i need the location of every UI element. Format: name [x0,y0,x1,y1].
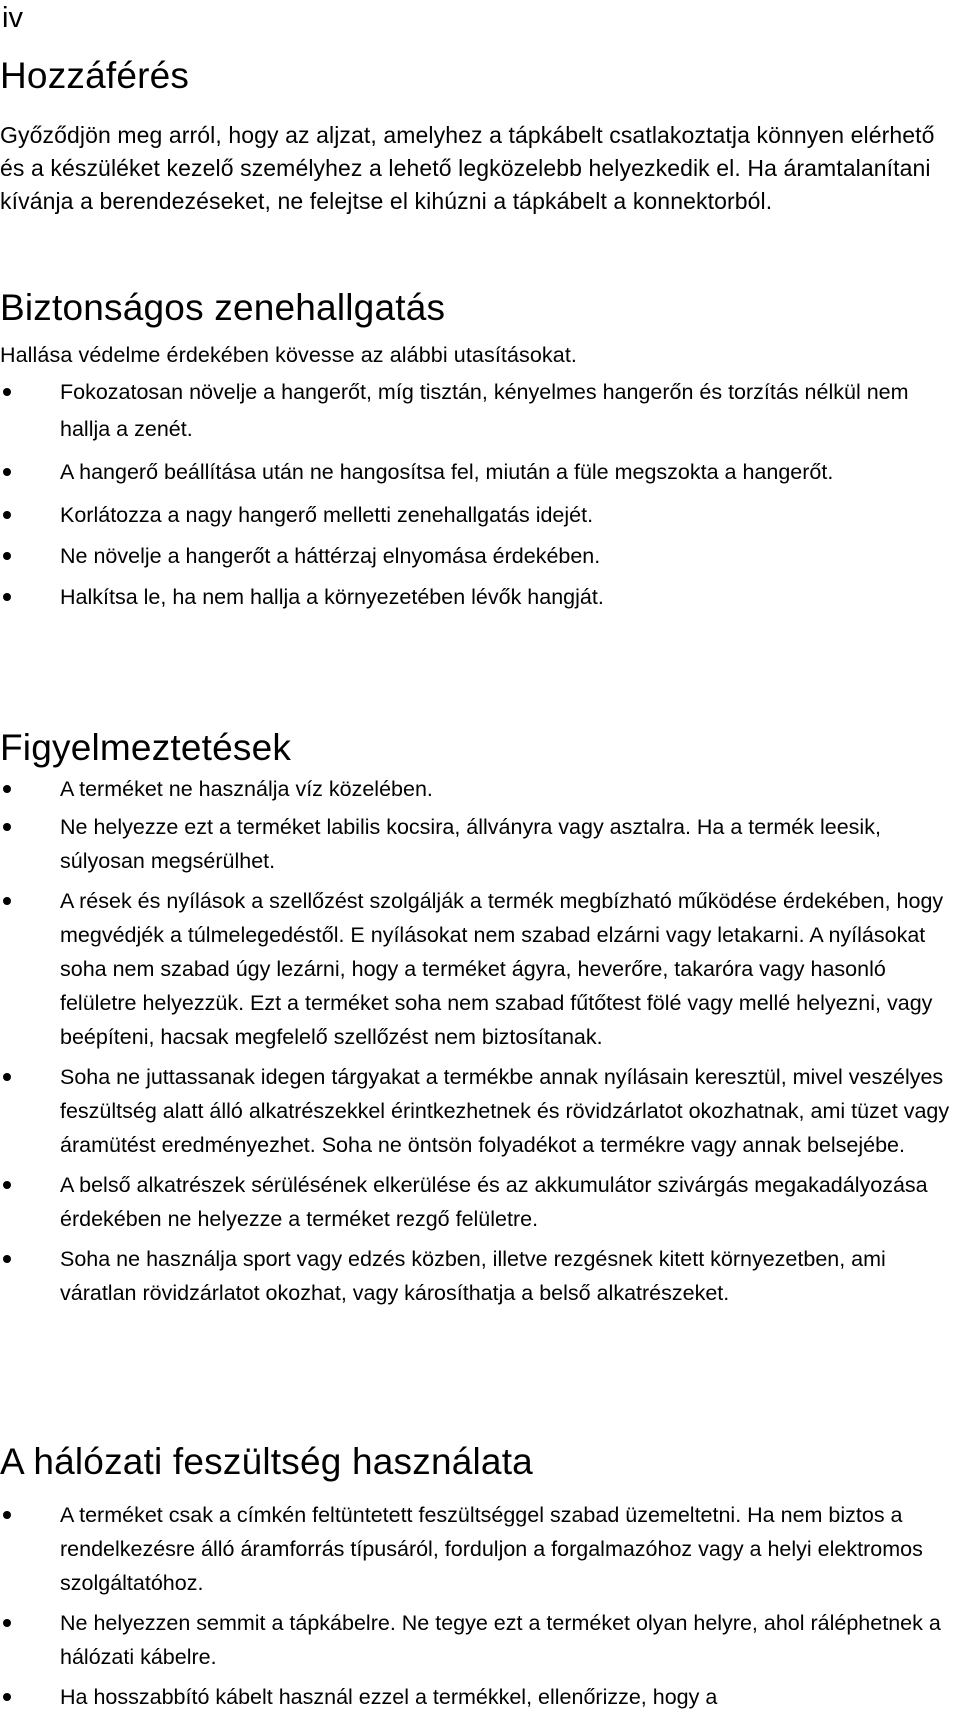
list-item-text: Ha hosszabbító kábelt használ ezzel a termékkel, ellenőrizze, hogy a [60,1685,718,1709]
bullet-icon [3,1255,11,1263]
bullet-icon [3,1693,11,1701]
bullet-icon [3,511,11,519]
list-item-text: Korlátozza a nagy hangerő melletti zenehallgatás idejét. [60,503,594,527]
list-item-text: A hangerő beállítása után ne hangosítsa fel, miután a füle megszokta a hangerőt. [60,460,834,484]
bullet-icon [3,897,11,905]
bullet-icon [3,1619,11,1627]
list-item-text: Ne helyezze ezt a terméket labilis kocsira, állványra vagy asztalra. Ha a termék leesik, súlyosan megsérülhet. [60,815,881,873]
bullet-list [0,374,950,616]
list-item-text: Halkítsa le, ha nem hallja a környezetében lévők hangját. [60,585,604,609]
list-item [0,538,950,575]
list-item [0,579,950,616]
bullet-icon [3,388,11,396]
section-heading: Figyelmeztetések [0,727,292,768]
list-item-text: A belső alkatrészek sérülésének elkerülése és az akkumulátor szivárgás megakadályozása érdekében ne helyezze a terméket rezgő felületre. [60,1173,928,1231]
list-item [0,1606,950,1674]
list-item [0,1680,950,1714]
list-item [0,374,950,448]
bullet-icon [3,1511,11,1519]
bullet-icon [3,1073,11,1081]
list-item [0,1168,950,1236]
list-item [0,884,950,1054]
section-safe-listening [0,286,950,616]
section-paragraph: Győződjön meg arról, hogy az aljzat, amelyhez a tápkábelt csatlakoztatja könnyen elérhető és a készüléket kezelő személyhez a lehető legközelebb helyezkedik el. Ha áramtalanítani kívánja a berendezéseket, ne felejtse el kihúzni a tápkábelt a konnektorból. [0,122,935,214]
list-item [0,772,950,806]
section-heading: Biztonságos zenehallgatás [0,287,446,328]
list-item-text: Ne helyezzen semmit a tápkábelre. Ne tegye ezt a terméket olyan helyre, ahol ráléphetnek a hálózati kábelre. [60,1611,941,1669]
list-item [0,810,950,878]
section-access [0,54,950,218]
list-item-text: A terméket csak a címkén feltüntetett feszültséggel szabad üzemeltetni. Ha nem biztos a rendelkezésre álló áramforrás típusáról, forduljon a forgalmazóhoz vagy a helyi elektromos szolgáltatóhoz. [60,1503,923,1595]
bullet-icon [3,785,11,793]
page-number: iv [2,2,23,34]
list-item-text: Fokozatosan növelje a hangerőt, míg tisztán, kényelmes hangerőn és torzítás nélkül nem hallja a zenét. [60,380,909,441]
list-item-text: A terméket ne használja víz közelében. [60,777,433,801]
list-item-text: Ne növelje a hangerőt a háttérzaj elnyomása érdekében. [60,544,601,568]
list-item-text: Soha ne juttassanak idegen tárgyakat a termékbe annak nyílásain keresztül, mivel veszélyes feszültség alatt álló alkatrészekkel érintkezhetnek és rövidzárlatot okozhatnak, ami tüzet vagy áramütést eredményezhet. Soha ne öntsön folyadékot a termékre vagy annak belsejébe. [60,1065,950,1157]
section-mains-power [0,1440,950,1714]
list-item [0,1242,950,1310]
list-item [0,1060,950,1162]
bullet-icon [3,468,11,476]
bullet-icon [3,823,11,831]
list-item-text: A rések és nyílások a szellőzést szolgálják a termék megbízható működése érdekében, hogy megvédjék a túlmelegedéstől. E nyílásokat nem szabad elzárni vagy letakarni. A nyílásokat soha nem szabad úgy lezárni, hogy a terméket ágyra, heverőre, takaróra vagy hasonló felületre helyezzük. Ezt a terméket soha nem szabad fűtőtest fölé vagy mellé helyezni, vagy beépíteni, hacsak megfelelő szellőzést nem biztosítanak. [60,889,944,1049]
bullet-list [0,772,950,1310]
bullet-icon [3,1181,11,1189]
list-item [0,497,950,534]
section-warnings [0,726,950,1310]
list-item [0,1498,950,1600]
list-item-text: Soha ne használja sport vagy edzés közben, illetve rezgésnek kitett környezetben, ami váratlan rövidzárlatot okozhat, vagy károsíthatja a belső alkatrészeket. [60,1247,886,1305]
bullet-list [0,1498,950,1714]
section-heading: A hálózati feszültség használata [0,1441,533,1482]
bullet-icon [3,552,11,560]
list-item [0,454,950,491]
bullet-icon [3,593,11,601]
section-intro: Hallása védelme érdekében kövesse az alábbi utasításokat. [0,343,577,367]
section-heading: Hozzáférés [0,55,190,96]
